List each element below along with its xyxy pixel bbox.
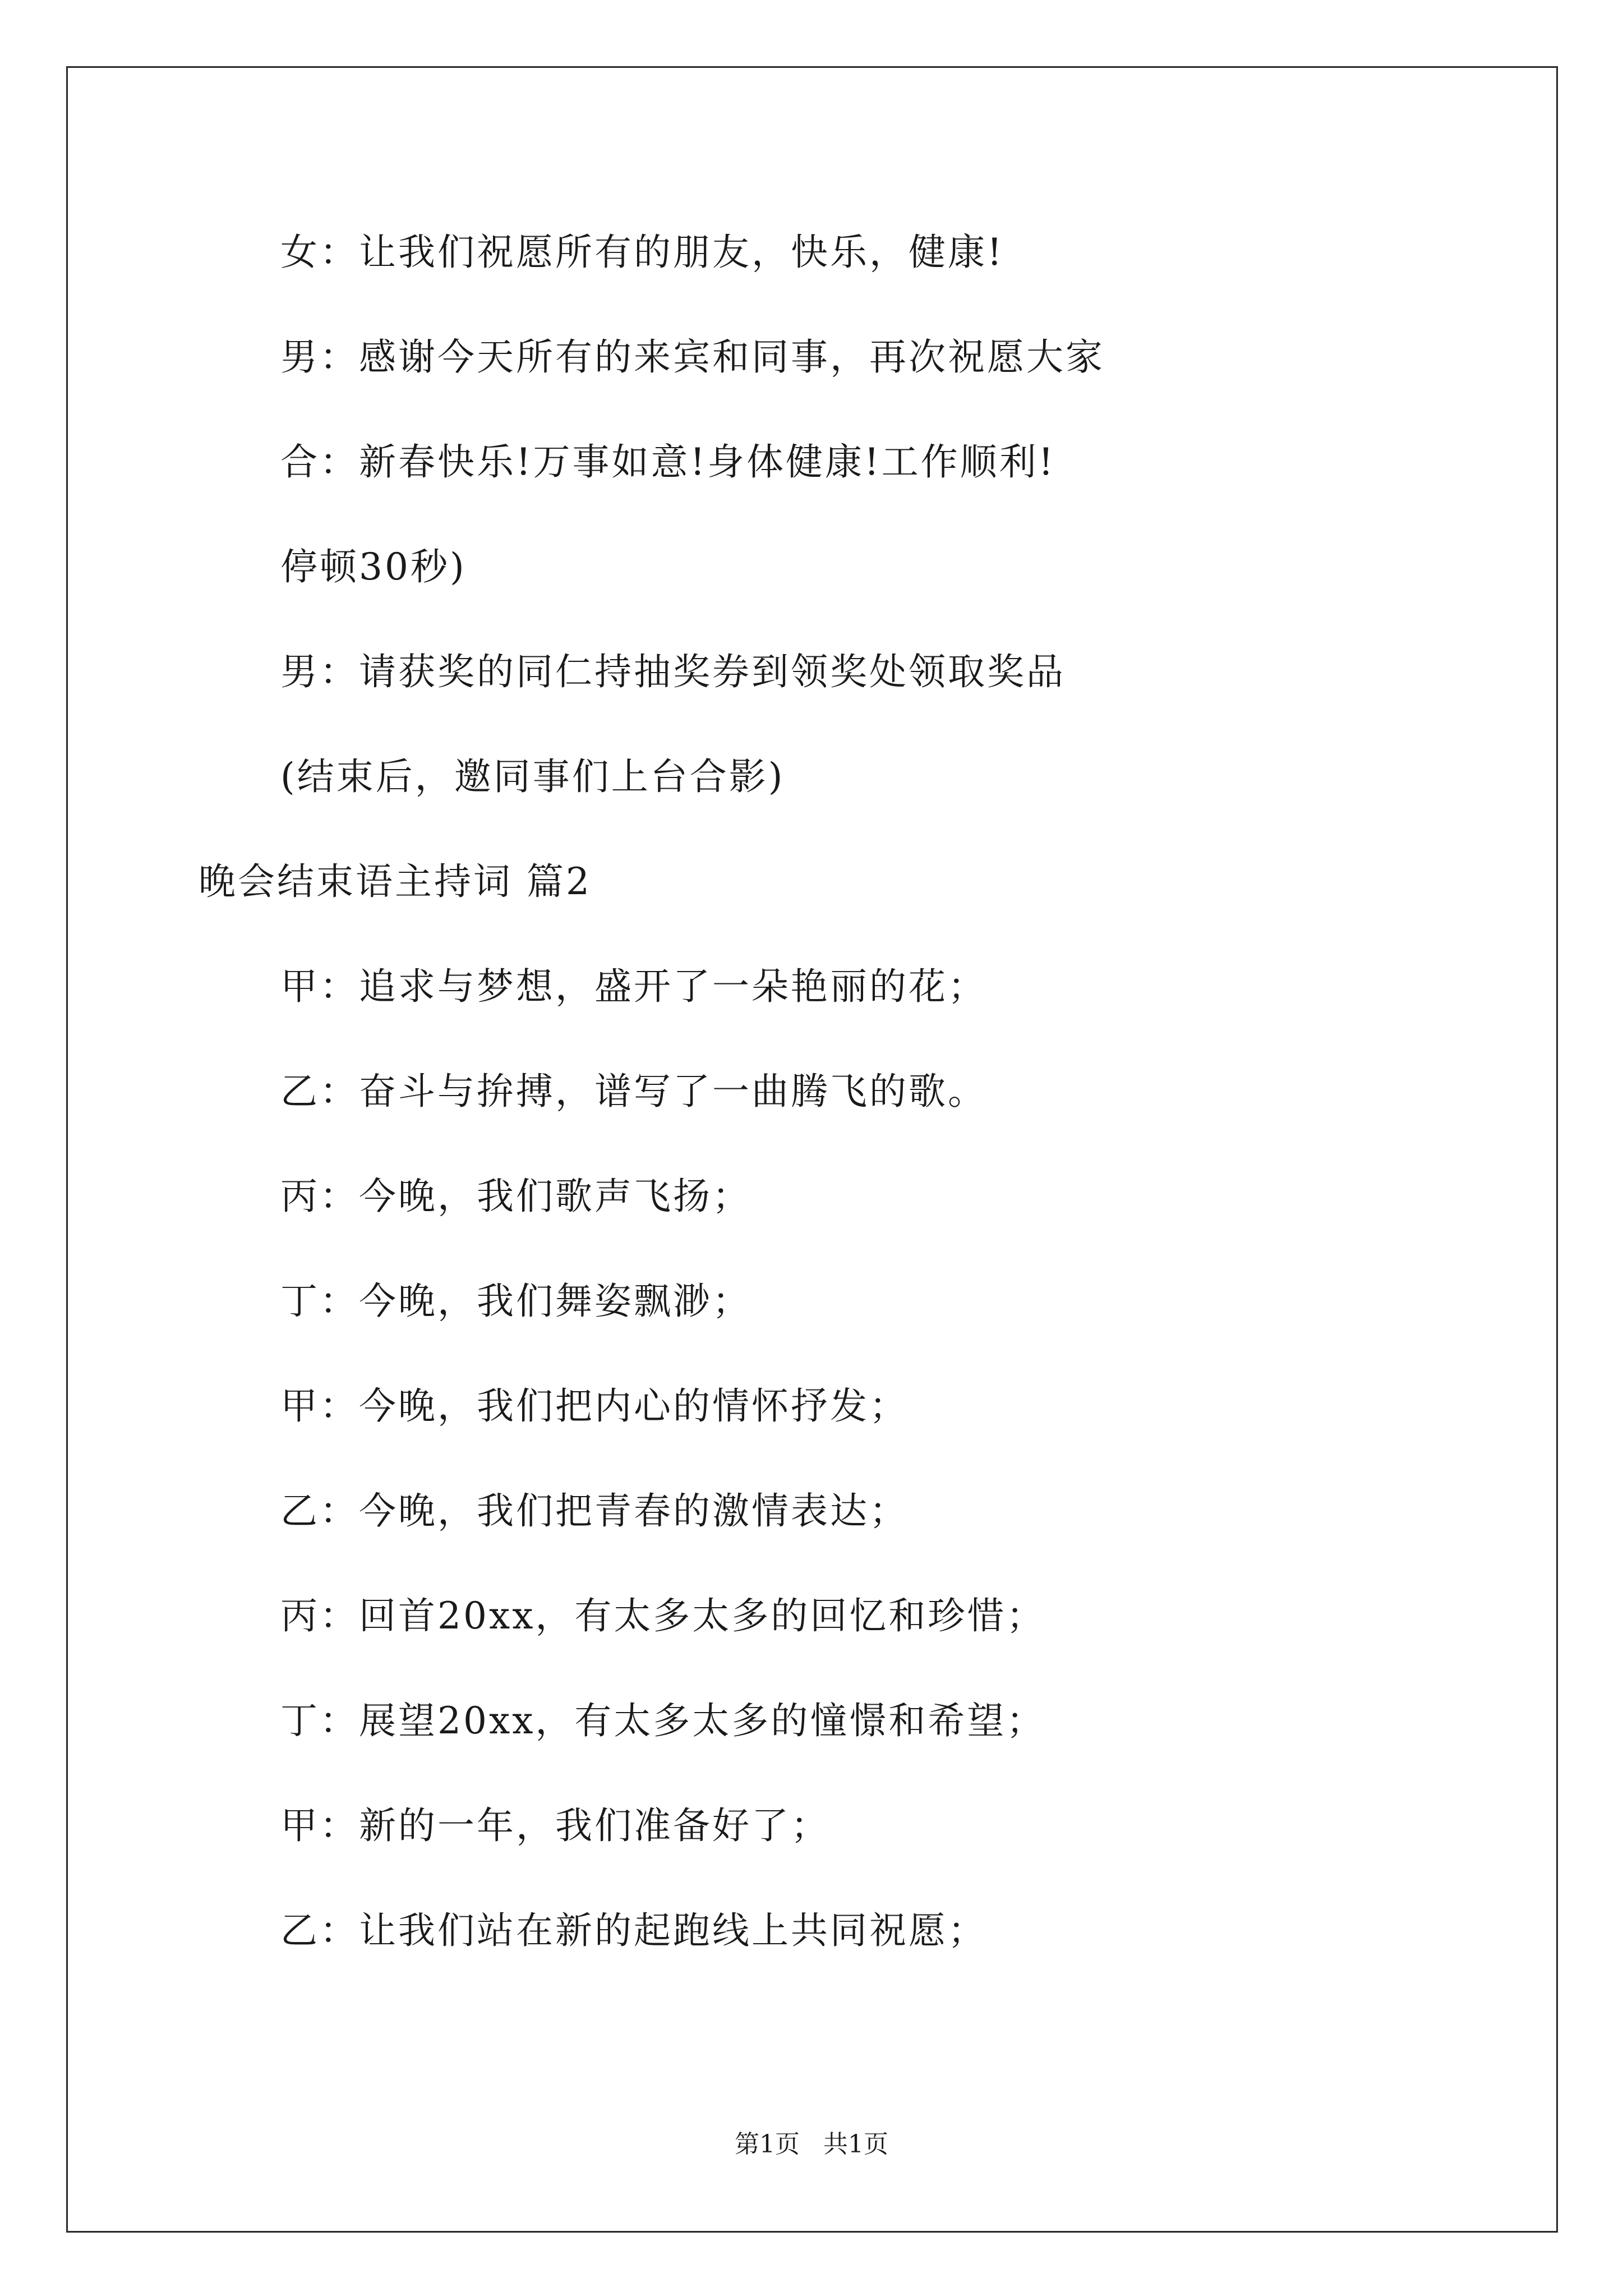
script-line: 丙：今晚，我们歌声飞扬； [280, 1175, 751, 1218]
script-line: 乙：让我们站在新的起跑线上共同祝愿； [280, 1909, 987, 1952]
script-line: 丁：今晚，我们舞姿飘渺； [280, 1280, 751, 1323]
script-line: 丁：展望20xx，有太多太多的憧憬和希望； [280, 1699, 1046, 1742]
script-line: (结束后，邀同事们上台合影) [280, 755, 785, 798]
script-line: 停顿30秒) [280, 545, 467, 588]
script-line: 女：让我们祝愿所有的朋友，快乐，健康! [280, 231, 1004, 274]
script-line: 乙：奋斗与拚搏，谱写了一曲腾飞的歌。 [280, 1070, 987, 1113]
script-line: 合：新春快乐!万事如意!身体健康!工作顺利! [280, 440, 1056, 484]
script-line: 乙：今晚，我们把青春的激情表达； [280, 1489, 909, 1533]
page-footer: 第1页 共1页 [735, 2130, 888, 2159]
script-line: 甲：追求与梦想，盛开了一朵艳丽的花； [280, 965, 987, 1008]
script-line: 丙：回首20xx，有太多太多的回忆和珍惜； [280, 1594, 1046, 1637]
section-heading: 晚会结束语主持词 篇2 [199, 860, 592, 903]
page-border [66, 66, 1558, 2233]
script-line: 甲：新的一年，我们准备好了； [280, 1804, 830, 1847]
script-line: 男：请获奖的同仁持抽奖券到领奖处领取奖品 [280, 650, 1066, 693]
script-line: 甲：今晚，我们把内心的情怀抒发； [280, 1384, 909, 1428]
script-line: 男：感谢今天所有的来宾和同事，再次祝愿大家 [280, 335, 1105, 379]
